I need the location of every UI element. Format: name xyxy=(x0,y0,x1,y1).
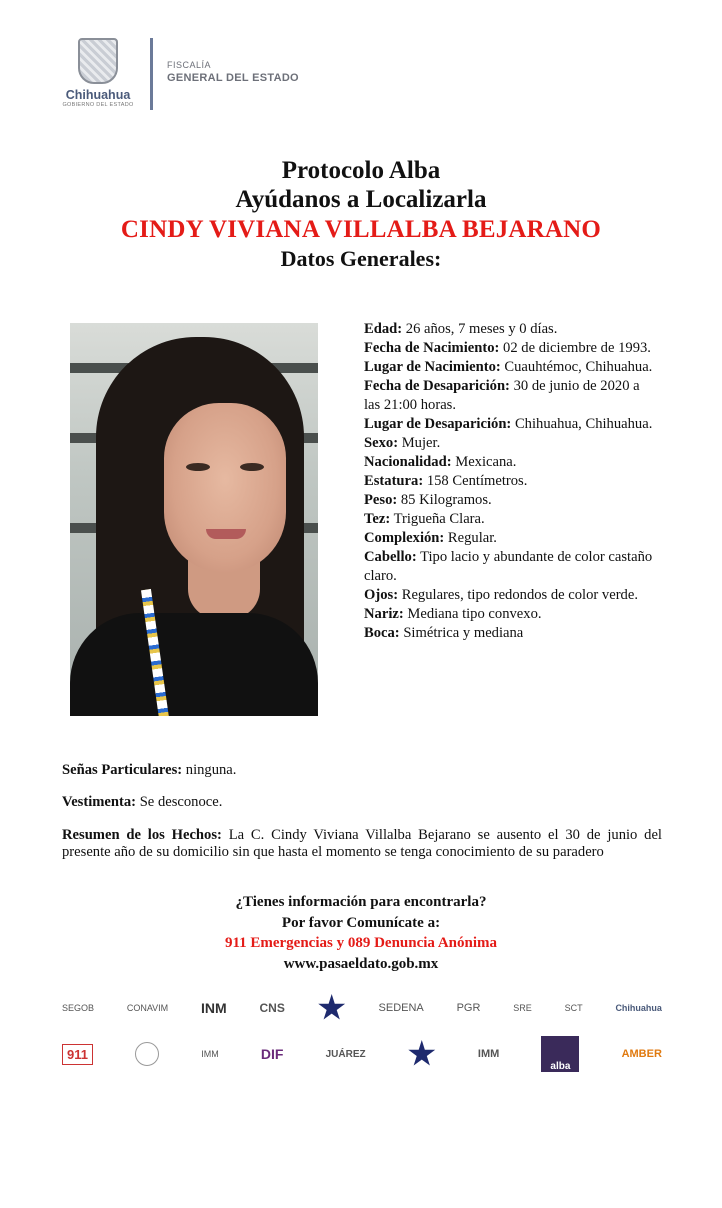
sct-logo: SCT xyxy=(564,1003,583,1013)
cns-logo: CNS xyxy=(259,1001,285,1015)
detail-row: Nariz: Mediana tipo convexo. xyxy=(364,606,542,622)
sre-logo: SRE xyxy=(513,1003,532,1013)
imm-logo-2: IMM xyxy=(477,1048,500,1060)
911-logo: 911 xyxy=(62,1044,93,1065)
emergency-numbers: 911 Emergencias y 089 Denuncia Anónima xyxy=(224,935,498,951)
detail-row: Complexión: Regular. xyxy=(364,530,497,546)
logo-subtitle: GOBIERNO DEL ESTADO xyxy=(62,102,134,108)
header xyxy=(62,38,299,112)
shield-icon xyxy=(78,38,118,84)
detail-row: Lugar de Desaparición: Chihuahua, Chihuahua. xyxy=(364,416,653,432)
detail-row: Sexo: Mujer. xyxy=(364,435,441,451)
detail-row: Fecha de Desaparición: 30 de junio de 2020 a las 21:00 horas. xyxy=(364,378,640,413)
detail-row: Tez: Trigueña Clara. xyxy=(364,511,485,527)
detail-row: Nacionalidad: Mexicana. xyxy=(364,454,517,470)
missing-person-name: CINDY VIVIANA VILLALBA BEJARANO xyxy=(120,216,602,243)
fiscalia-line1: FISCALÍA xyxy=(167,60,212,70)
contact-prompt: Por favor Comunícate a: xyxy=(281,914,441,931)
alba-logo: alba xyxy=(541,1036,579,1072)
chihuahua-logo xyxy=(62,38,134,108)
website-link[interactable]: www.pasaeldato.gob.mx xyxy=(283,955,439,972)
detail-row: Ojos: Regulares, tipo redondos de color verde. xyxy=(364,587,638,603)
fiscalia-label xyxy=(167,38,299,84)
inm-logo: INM xyxy=(201,1000,227,1016)
dif-logo: DIF xyxy=(260,1046,284,1062)
detail-row: Boca: Simétrica y mediana xyxy=(364,625,524,641)
person-photo xyxy=(70,323,318,716)
pgr-logo: PGR xyxy=(456,1002,481,1014)
section-title: Datos Generales: xyxy=(280,246,442,271)
segob-logo: SEGOB xyxy=(62,1003,95,1013)
police-badge-icon xyxy=(318,994,346,1022)
sedena-logo: SEDENA xyxy=(378,1002,424,1014)
detail-row: Peso: 85 Kilogramos. xyxy=(364,492,492,508)
detail-row: Estatura: 158 Centímetros. xyxy=(364,473,528,489)
general-details xyxy=(364,320,654,643)
detail-row: Lugar de Nacimiento: Cuauhtémoc, Chihuahua. xyxy=(364,359,653,375)
protocol-title: Protocolo Alba xyxy=(281,157,441,184)
agency-logos-row2 xyxy=(62,1036,662,1072)
imm-logo-1: IMM xyxy=(201,1049,219,1059)
contact-question: ¿Tienes información para encontrarla? xyxy=(235,894,487,910)
title-block xyxy=(0,156,722,273)
agency-logos-row1 xyxy=(62,994,662,1022)
conavim-logo: CONAVIM xyxy=(126,1003,169,1013)
fiscalia-line2: GENERAL DEL ESTADO xyxy=(167,72,299,84)
institute-seal-icon xyxy=(135,1042,159,1066)
detail-row: Cabello: Tipo lacio y abundante de color castaño claro. xyxy=(364,549,653,584)
contact-block xyxy=(0,892,722,974)
juarez-logo: JUÁREZ xyxy=(325,1048,366,1060)
logo-name: Chihuahua xyxy=(65,88,131,102)
clothing: Vestimenta: Se desconoce. xyxy=(62,794,223,810)
chihuahua-small-logo: Chihuahua xyxy=(615,1003,662,1013)
detail-row: Fecha de Nacimiento: 02 de diciembre de 1993. xyxy=(364,340,651,356)
facts-summary: Resumen de los Hechos: La C. Cindy Viviana Villalba Bejarano se ausento el 30 de junio del presente año de su domicilio sin que hasta el momento se tenga conocimiento de su paradero xyxy=(62,827,662,860)
distinguishing-marks: Señas Particulares: ninguna. xyxy=(62,762,237,778)
detail-row: Edad: 26 años, 7 meses y 0 días. xyxy=(364,321,558,337)
help-title: Ayúdanos a Localizarla xyxy=(235,186,487,213)
header-divider xyxy=(150,38,153,110)
amber-logo: AMBER xyxy=(621,1048,662,1060)
police-star-icon xyxy=(408,1040,436,1068)
